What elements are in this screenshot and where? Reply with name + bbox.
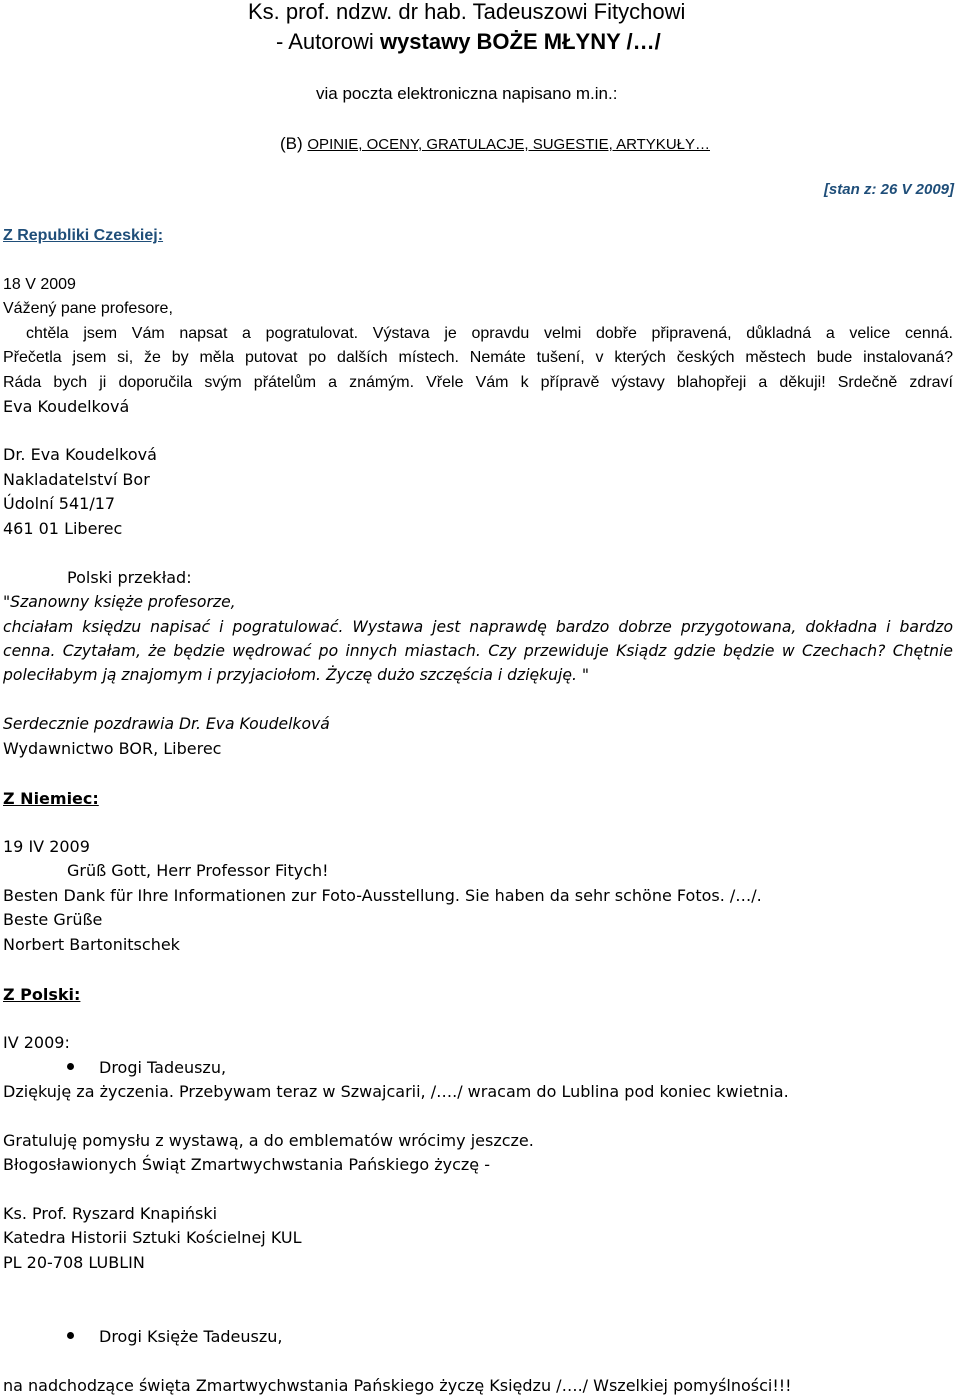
czech-closing: Serdecznie pozdrawia Dr. Eva Koudelková	[3, 715, 330, 733]
poland-signature-line: Ks. Prof. Ryszard Knapiński	[3, 1204, 218, 1223]
poland-signature-line: Katedra Historii Sztuki Kościelnej KUL	[3, 1228, 302, 1247]
address-line: Údolní 541/17	[3, 494, 116, 513]
poland-heading: Z Polski:	[3, 985, 81, 1004]
germany-regards: Beste Grüße	[3, 910, 103, 929]
germany-body: Besten Dank für Ihre Informationen zur Foto-Ausstellung. Sie haben da sehr schöne Fotos. /…/.	[3, 886, 762, 905]
via-email-note: via poczta elektroniczna napisano m.in.:	[316, 84, 618, 103]
czech-line: Přečetla jsem si, že by měla putovat po dalších místech. Nemáte tušení, v kterých českých městech bude instalovaná?	[3, 349, 953, 366]
status-date: [stan z: 26 V 2009]	[823, 181, 954, 198]
germany-date: 19 IV 2009	[3, 837, 90, 856]
germany-greeting: Grüß Gott, Herr Professor Fitych!	[67, 861, 329, 880]
poland-body: Gratuluję pomysłu z wystawą, a do emblematów wrócimy jeszcze.	[3, 1131, 534, 1150]
poland-greeting: Drogi Księże Tadeuszu,	[99, 1327, 283, 1346]
translation-line: chciałam księdzu napisać i pogratulować. Wystawa jest naprawdę bardzo dobrze przygotowana, dokładna i bardzo	[3, 618, 953, 636]
address-line: Dr. Eva Koudelková	[3, 445, 157, 464]
poland-date: IV 2009:	[3, 1033, 70, 1052]
poland-signature-line: PL 20-708 LUBLIN	[3, 1253, 145, 1272]
czech-heading: Z Republiki Czeskiej:	[3, 227, 164, 244]
address-line: 461 01 Liberec	[3, 519, 123, 538]
germany-signature: Norbert Bartonitschek	[3, 935, 180, 954]
document-title-line1: Ks. prof. ndzw. dr hab. Tadeuszowi Fitychowi	[248, 0, 686, 24]
bullet-icon	[67, 1332, 74, 1339]
translation-label: Polski przekład:	[67, 568, 192, 587]
czech-line: Ráda bych ji doporučila svým přátelům a známým. Vřele Vám k přípravě výstavy blahopřeji a děkuji! Srdečně zdraví	[3, 374, 953, 391]
czech-line: Eva Koudelková	[3, 397, 130, 416]
czech-line: chtěla jsem Vám napsat a pogratulovat. Výstava je opravdu velmi dobře připravená, důkladná a velice cenná.	[26, 325, 953, 342]
translation-line: "Szanowny księże profesorze,	[3, 593, 236, 611]
poland-body: Dziękuję za życzenia. Przebywam teraz w Szwajcarii, /…./ wracam do Lublina pod koniec kwietnia.	[3, 1082, 789, 1101]
translation-line: poleciłabym ją znajomym i przyjaciołom. Życzę dużo szczęścia i dziękuję. "	[3, 666, 590, 684]
czech-date: 18 V 2009	[3, 276, 76, 293]
poland-body: Błogosławionych Świąt Zmartwychwstania Pańskiego życzę -	[3, 1155, 490, 1174]
section-letter: (B)	[280, 134, 308, 153]
exhibition-title: wystawy BOŻE MŁYNY /…/	[379, 29, 661, 54]
bullet-icon	[67, 1063, 74, 1070]
poland-body: na nadchodzące święta Zmartwychwstania Pańskiego życzę Księdzu /…./ Wszelkiej pomyślności!!!	[3, 1376, 792, 1395]
address-line: Nakladatelství Bor	[3, 470, 150, 489]
section-title: OPINIE, OCENY, GRATULACJE, SUGESTIE, ARTYKUŁY…	[307, 136, 710, 153]
title-prefix: - Autorowi	[276, 29, 380, 54]
poland-greeting: Drogi Tadeuszu,	[99, 1058, 227, 1077]
translation-line: cenna. Czytałam, że będzie wędrować po innych miastach. Czy przewiduje Ksiądz gdzie będzie w Czechach? Chętnie	[3, 642, 953, 660]
czech-salutation: Vážený pane profesore,	[3, 300, 173, 317]
section-heading	[280, 132, 710, 157]
czech-publisher: Wydawnictwo BOR, Liberec	[3, 739, 222, 758]
germany-heading: Z Niemiec:	[3, 789, 99, 808]
document-title-line2	[276, 28, 661, 56]
